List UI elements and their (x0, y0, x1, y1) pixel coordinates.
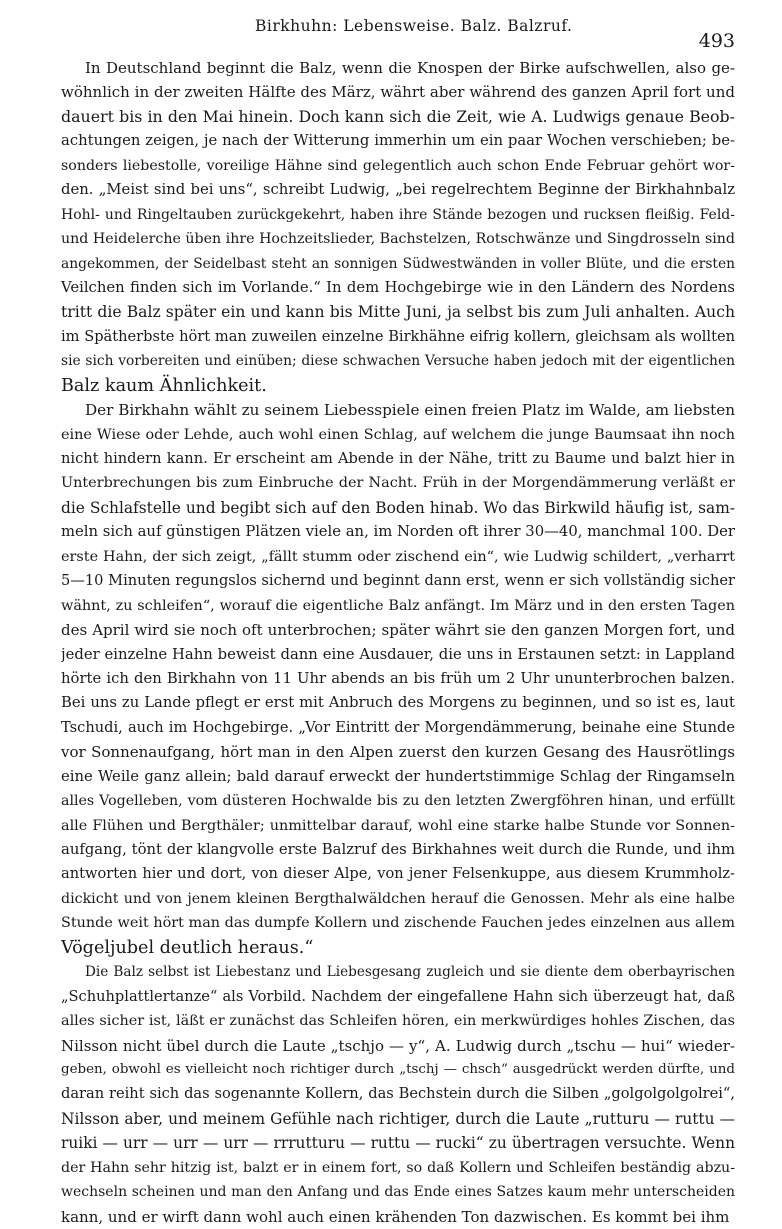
text-line: achtungen zeigen, je nach der Witterung immerhin um ein paar Wochen verschieben; be- (61, 132, 735, 150)
text-line: hörte ich den Birkhahn von 11 Uhr abends an bis früh um 2 Uhr ununterbrochen balzen. (61, 669, 735, 687)
text-line: Die Balz selbst ist Liebestanz und Liebesgesang zugleich und sie diente dem oberbayrischen (85, 964, 735, 981)
text-line: 5—10 Minuten regungslos sichernd und beginnt dann erst, wenn er sich vollständig sicher (61, 572, 735, 590)
text-line: In Deutschland beginnt die Balz, wenn die Knospen der Birke aufschwellen, also ge- (85, 59, 735, 77)
text-line: aufgang, tönt der klangvolle erste Balzruf des Birkhahnes weit durch die Runde, und ihm (61, 841, 735, 858)
text-line: geben, obwohl es vielleicht noch richtiger durch „tschj — chsch“ ausgedrückt werden dürfte, und (61, 1061, 735, 1077)
paragraph (61, 398, 735, 960)
text-line: wähnt, zu schleifen“, worauf die eigentliche Balz anfängt. Im März und in den ersten Tagen (61, 597, 735, 614)
text-line: Unterbrechungen bis zum Einbruche der Nacht. Früh in der Morgendämmerung verläßt er (61, 475, 735, 492)
text-line: den. „Meist sind bei uns“, schreibt Ludwig, „bei regelrechtem Beginne der Birkhahnbalz (61, 181, 735, 199)
page-number: 493 (698, 30, 735, 52)
text-line: Der Birkhahn wählt zu seinem Liebesspiele einen freien Platz im Walde, am liebsten (85, 401, 735, 420)
text-line: ruiki — urr — urr — urr — rrrutturu — ruttu — rucki“ zu übertragen versuchte. Wenn (61, 1134, 735, 1153)
text-line: vor Sonnenaufgang, hört man in den Alpen zuerst den kurzen Gesang des Hausrötlings (61, 743, 735, 762)
text-line: Bei uns zu Lande pflegt er erst mit Anbruch des Morgens zu beginnen, und so ist es, laut (61, 694, 735, 712)
text-line: der Hahn sehr hitzig ist, balzt er in einem fort, so daß Kollern und Schleifen beständig abzu- (61, 1159, 735, 1176)
text-line: dauert bis in den Mai hinein. Doch kann sich die Zeit, wie A. Ludwigs genaue Beob- (61, 106, 735, 126)
text-line: alles sicher ist, läßt er zunächst das Schleifen hören, ein merkwürdiges hohles Zischen, das (61, 1013, 735, 1030)
text-line: Vögeljubel deutlich heraus.“ (61, 937, 314, 958)
text-line: alles Vogelleben, vom düsteren Hochwalde bis zu den letzten Zwergföhren hinan, und erfüllt (61, 793, 735, 810)
text-line: dickicht und von jenem kleinen Bergthalwäldchen herauf die Genossen. Mehr als eine halbe (61, 890, 735, 907)
text-line: Balz kaum Ähnlichkeit. (61, 375, 267, 396)
text-line: tritt die Balz später ein und kann bis Mitte Juni, ja selbst bis zum Juli anhalten. Auch (61, 303, 735, 322)
text-line: wöhnlich in der zweiten Hälfte des März, währt aber während des ganzen April fort und (61, 83, 735, 102)
text-line: angekommen, der Seidelbast steht an sonnigen Südwestwänden in voller Blüte, und die ersten (61, 255, 735, 272)
running-head: Birkhuhn: Lebensweise. Balz. Balzruf. (255, 17, 573, 35)
text-line: eine Wiese oder Lehde, auch wohl einen Schlag, auf welchem die junge Baumsaat ihn noch (61, 426, 735, 443)
text-line: Veilchen finden sich im Vorlande.“ In dem Hochgebirge wie in den Ländern des Nordens (61, 278, 735, 296)
text-line: Stunde weit hört man das dumpfe Kollern und zischende Fauchen jedes einzelnen aus allem (61, 915, 735, 932)
text-line: „Schuhplattlertanze“ als Vorbild. Nachdem der eingefallene Hahn sich überzeugt hat, daß (61, 987, 735, 1005)
text-line: die Schlafstelle und begibt sich auf den Boden hinab. Wo das Birkwild häufig ist, sam- (61, 498, 735, 517)
text-line: meln sich auf günstigen Plätzen viele an, im Norden oft ihrer 30—40, manchmal 100. Der (61, 523, 735, 541)
text-line: jeder einzelne Hahn beweist dann eine Ausdauer, die uns in Erstaunen setzt: in Lappland (61, 645, 735, 663)
text-line: Hohl- und Ringeltauben zurückgekehrt, haben ihre Stände bezogen und rucksen fleißig. Feld- (61, 206, 735, 223)
body-text (61, 56, 735, 1229)
text-line: des April wird sie noch oft unterbrochen; später währt sie den ganzen Morgen fort, und (61, 621, 735, 640)
text-line: Nilsson nicht übel durch die Laute „tschjo — y“, A. Ludwig durch „tschu — hui“ wieder- (61, 1036, 735, 1055)
text-line: nicht hindern kann. Er erscheint am Abende in der Nähe, tritt zu Baume und balzt hier in (61, 450, 735, 467)
text-line: erste Hahn, der sich zeigt, „fällt stumm oder zischend ein“, wie Ludwig schildert, „verharrt (61, 548, 735, 565)
text-line: im Spätherbste hört man zuweilen einzelne Birkhähne eifrig kollern, gleichsam als wollten (61, 327, 735, 345)
paragraph (61, 960, 735, 1229)
text-line: Tschudi, auch im Hochgebirge. „Vor Eintritt der Morgendämmerung, beinahe eine Stunde (61, 718, 735, 736)
text-line: und Heidelerche üben ihre Hochzeitslieder, Bachstelzen, Rotschwänze und Singdrosseln sind (61, 231, 735, 248)
text-line: daran reiht sich das sogenannte Kollern, das Bechstein durch die Silben „golgolgolgolrei“, (61, 1085, 735, 1103)
text-line: kann, und er wirft dann wohl auch einen krähenden Ton dazwischen. Es kommt bei ihm (61, 1207, 730, 1226)
text-line: antworten hier und dort, von dieser Alpe, von jener Felsenkuppe, aus diesem Krummholz- (61, 865, 735, 883)
text-line: sonders liebestolle, voreilige Hähne sind gelegentlich auch schon Ende Februar gehört wor- (61, 157, 735, 174)
text-line: wechseln scheinen und man den Anfang und das Ende eines Satzes kaum mehr unterscheiden (61, 1184, 735, 1201)
text-line: Nilsson aber, und meinem Gefühle nach richtiger, durch die Laute „rutturu — ruttu — (61, 1109, 735, 1128)
text-line: sie sich vorbereiten und einüben; diese schwachen Versuche haben jedoch mit der eigentlichen (61, 353, 735, 370)
paragraph (61, 56, 735, 398)
text-line: eine Weile ganz allein; bald darauf erweckt der hundertstimmige Schlag der Ringamseln (61, 767, 735, 785)
text-line: alle Flühen und Bergthäler; unmittelbar darauf, wohl eine starke halbe Stunde vor Sonnen- (61, 817, 735, 834)
